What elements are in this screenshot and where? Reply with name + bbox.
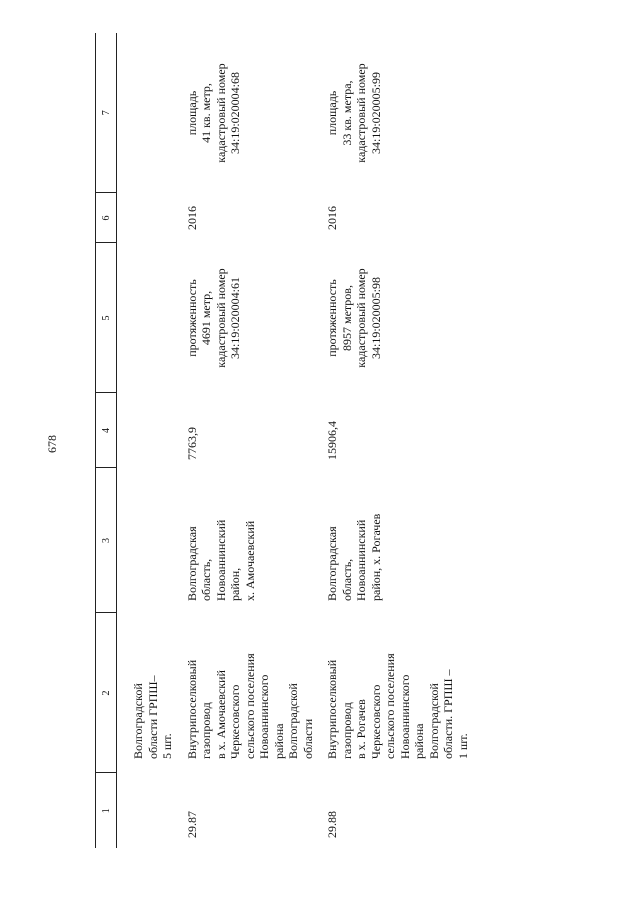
- area-line: 33 кв. метра,: [339, 80, 354, 146]
- cell-num: 29.87: [184, 811, 199, 838]
- cell-num: [117, 773, 175, 848]
- name-line: 5 шт.: [160, 733, 174, 759]
- name-line: района: [412, 723, 426, 759]
- rotated-table-container: [95, 33, 495, 848]
- continuation-row: [117, 33, 175, 848]
- location-line: Новоаннинский: [354, 519, 368, 601]
- cell-area: [315, 33, 470, 193]
- length-line: протяженность: [184, 279, 199, 357]
- cell-name: [315, 613, 470, 773]
- length-line: 34:19:020005:98: [368, 277, 383, 360]
- cell-value: 15906,4: [325, 421, 339, 460]
- area-line: 41 кв. метр,: [199, 83, 213, 143]
- cell-length: [117, 243, 175, 393]
- data-table: [95, 33, 470, 848]
- column-header: 3: [96, 468, 117, 613]
- location-line: район,: [228, 567, 242, 601]
- name-line: Волгоградской: [131, 683, 145, 759]
- location-line: район, х. Рогачев: [368, 513, 383, 601]
- name-line: области. ГРПШ –: [441, 669, 455, 759]
- length-line: протяженность: [325, 279, 339, 357]
- area-line: площадь: [325, 90, 339, 136]
- name-line: района: [271, 723, 286, 759]
- location-line: Волгоградская: [325, 526, 339, 601]
- location-line: Волгоградская: [184, 526, 199, 601]
- name-line: газопровод: [339, 702, 354, 759]
- cell-num: 29.88: [325, 811, 339, 838]
- name-line: сельского поселения: [383, 653, 397, 759]
- cell-year: [117, 193, 175, 243]
- name-line: области: [300, 718, 315, 759]
- cell-name: [175, 613, 316, 773]
- area-line: кадастровый номер: [354, 63, 368, 163]
- cell-location: [315, 468, 470, 613]
- name-line: сельского поселения: [242, 653, 257, 759]
- name-line: газопровод: [199, 702, 213, 759]
- column-header: 7: [96, 33, 117, 193]
- column-header: 2: [96, 613, 117, 773]
- page-number: 678: [45, 435, 59, 453]
- cell-year: 2016: [184, 206, 199, 230]
- length-line: 34:19:020004:61: [228, 277, 242, 360]
- cell-area: [175, 33, 316, 193]
- area-line: площадь: [184, 90, 199, 136]
- location-line: область,: [199, 558, 213, 601]
- name-line: Черкесовского: [368, 684, 383, 759]
- cell-location: [117, 468, 175, 613]
- cell-area: [117, 33, 175, 193]
- area-line: 34:19:020005:99: [368, 72, 383, 155]
- name-line: Новоаннинского: [257, 674, 271, 759]
- length-line: кадастровый номер: [213, 268, 228, 368]
- name-line: Черкесовского: [228, 684, 242, 759]
- name-line: 1 шт.: [455, 733, 470, 759]
- column-header: 1: [96, 773, 117, 848]
- area-line: 34:19:020004:68: [228, 72, 242, 155]
- header-row: [96, 33, 117, 848]
- cell-year: 2016: [325, 206, 339, 230]
- column-header: 6: [96, 193, 117, 243]
- name-line: Внутрипоселковый: [325, 659, 339, 759]
- cell-location: [175, 468, 316, 613]
- length-line: 4691 метр,: [199, 290, 213, 346]
- length-line: 8957 метров,: [339, 285, 354, 351]
- name-line: Внутрипоселковый: [184, 659, 199, 759]
- name-line: в х. Рогачев: [354, 699, 368, 759]
- name-line: в х. Амочаевский: [213, 670, 228, 759]
- name-line: Волгоградской: [426, 683, 441, 759]
- cell-value: [117, 393, 175, 468]
- cell-length: [315, 243, 470, 393]
- table-row: [315, 33, 470, 848]
- name-line: области ГРПШ–: [145, 675, 160, 759]
- cell-length: [175, 243, 316, 393]
- area-line: кадастровый номер: [213, 63, 228, 163]
- cell-name: [117, 613, 175, 773]
- name-line: Новоаннинского: [397, 674, 412, 759]
- table-row: [175, 33, 316, 848]
- column-header: 5: [96, 243, 117, 393]
- length-line: кадастровый номер: [354, 268, 368, 368]
- cell-value: 7763,9: [184, 427, 199, 460]
- location-line: Новоаннинский: [213, 519, 228, 601]
- location-line: область,: [339, 558, 354, 601]
- column-header: 4: [96, 393, 117, 468]
- name-line: Волгоградской: [286, 683, 300, 759]
- location-line: х. Амочаевский: [242, 520, 257, 601]
